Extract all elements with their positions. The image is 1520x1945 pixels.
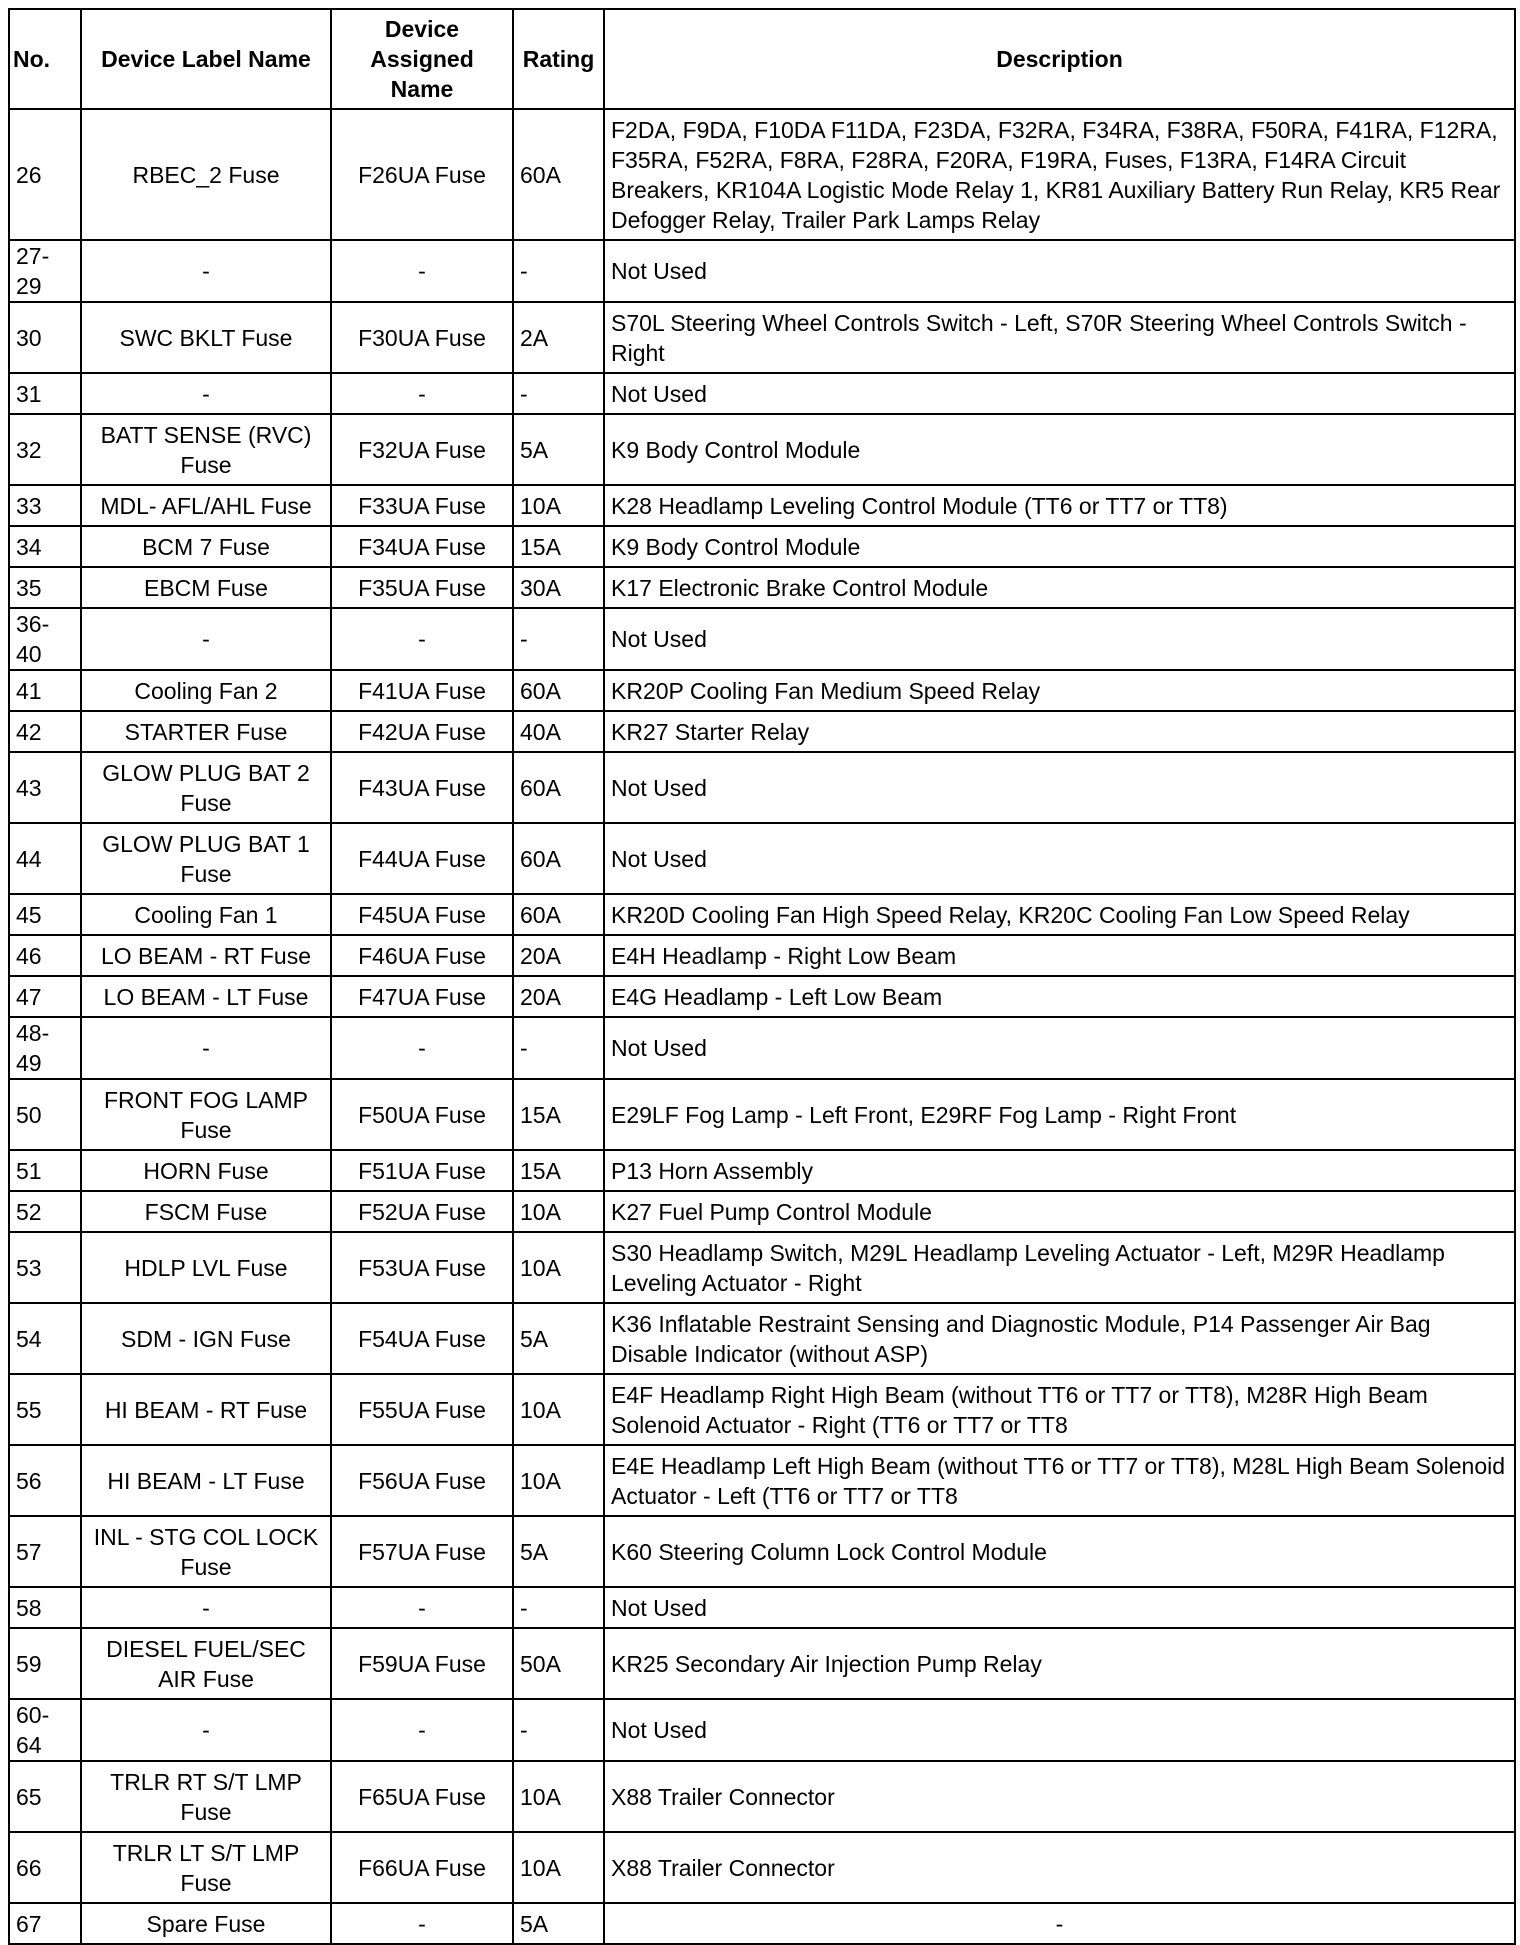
header-description: Description — [604, 9, 1515, 109]
cell-rating: 60A — [513, 109, 604, 240]
table-row — [9, 711, 1515, 752]
table-row — [9, 1232, 1515, 1303]
cell-no: 36-40 — [9, 608, 81, 670]
cell-no: 33 — [9, 485, 81, 526]
cell-device-label-name: FSCM Fuse — [81, 1191, 331, 1232]
cell-device-assigned-name: F35UA Fuse — [331, 567, 513, 608]
cell-rating: 20A — [513, 976, 604, 1017]
cell-device-label-name: HDLP LVL Fuse — [81, 1232, 331, 1303]
cell-description: E4E Headlamp Left High Beam (without TT6 or TT7 or TT8), M28L High Beam Solenoid Actuator - Left (TT6 or TT7 or TT8 — [604, 1445, 1515, 1516]
cell-no: 56 — [9, 1445, 81, 1516]
cell-description: E29LF Fog Lamp - Left Front, E29RF Fog Lamp - Right Front — [604, 1079, 1515, 1150]
cell-no: 67 — [9, 1903, 81, 1944]
cell-device-assigned-name: F26UA Fuse — [331, 109, 513, 240]
cell-rating: 5A — [513, 1303, 604, 1374]
cell-rating: 5A — [513, 414, 604, 485]
cell-no: 26 — [9, 109, 81, 240]
cell-no: 45 — [9, 894, 81, 935]
cell-device-assigned-name: - — [331, 608, 513, 670]
table-row — [9, 1445, 1515, 1516]
cell-no: 66 — [9, 1832, 81, 1903]
cell-rating: 10A — [513, 1232, 604, 1303]
cell-no: 34 — [9, 526, 81, 567]
cell-rating: 60A — [513, 752, 604, 823]
cell-device-label-name: Cooling Fan 2 — [81, 670, 331, 711]
cell-description: K60 Steering Column Lock Control Module — [604, 1516, 1515, 1587]
cell-description: P13 Horn Assembly — [604, 1150, 1515, 1191]
cell-no: 50 — [9, 1079, 81, 1150]
header-device-label-name: Device Label Name — [81, 9, 331, 109]
cell-no: 35 — [9, 567, 81, 608]
cell-rating: 15A — [513, 526, 604, 567]
table-row — [9, 485, 1515, 526]
table-row — [9, 976, 1515, 1017]
cell-no: 65 — [9, 1761, 81, 1832]
table-row — [9, 894, 1515, 935]
cell-no: 42 — [9, 711, 81, 752]
cell-rating: 10A — [513, 1832, 604, 1903]
table-row — [9, 1303, 1515, 1374]
cell-rating: 5A — [513, 1516, 604, 1587]
cell-rating: - — [513, 608, 604, 670]
cell-device-label-name: HI BEAM - RT Fuse — [81, 1374, 331, 1445]
cell-no: 46 — [9, 935, 81, 976]
cell-device-label-name: TRLR LT S/T LMP Fuse — [81, 1832, 331, 1903]
table-row — [9, 1374, 1515, 1445]
cell-rating: - — [513, 373, 604, 414]
table-row — [9, 373, 1515, 414]
cell-device-label-name: INL - STG COL LOCK Fuse — [81, 1516, 331, 1587]
header-rating: Rating — [513, 9, 604, 109]
cell-device-assigned-name: F42UA Fuse — [331, 711, 513, 752]
cell-device-assigned-name: F33UA Fuse — [331, 485, 513, 526]
table-header-row — [9, 9, 1515, 109]
cell-device-label-name: BCM 7 Fuse — [81, 526, 331, 567]
cell-device-assigned-name: F45UA Fuse — [331, 894, 513, 935]
cell-description: K9 Body Control Module — [604, 526, 1515, 567]
cell-device-label-name: - — [81, 1587, 331, 1628]
cell-rating: 60A — [513, 670, 604, 711]
cell-no: 51 — [9, 1150, 81, 1191]
cell-device-assigned-name: F50UA Fuse — [331, 1079, 513, 1150]
cell-description: S70L Steering Wheel Controls Switch - Left, S70R Steering Wheel Controls Switch - Right — [604, 302, 1515, 373]
cell-description: Not Used — [604, 240, 1515, 302]
cell-description: E4F Headlamp Right High Beam (without TT6 or TT7 or TT8), M28R High Beam Solenoid Actuator - Right (TT6 or TT7 or TT8 — [604, 1374, 1515, 1445]
cell-device-assigned-name: F65UA Fuse — [331, 1761, 513, 1832]
cell-rating: - — [513, 240, 604, 302]
cell-device-label-name: - — [81, 1699, 331, 1761]
cell-description: F2DA, F9DA, F10DA F11DA, F23DA, F32RA, F34RA, F38RA, F50RA, F41RA, F12RA, F35RA, F52RA, F8RA, F28RA, F20RA, F19RA, Fuses, F13RA, F14RA Circuit Breakers, KR104A Logistic Mode Relay 1, KR81 Auxiliary Battery Run Relay, KR5 Rear Defogger Relay, Trailer Park Lamps Relay — [604, 109, 1515, 240]
cell-description: Not Used — [604, 823, 1515, 894]
cell-description: KR20P Cooling Fan Medium Speed Relay — [604, 670, 1515, 711]
table-row — [9, 526, 1515, 567]
cell-device-label-name: LO BEAM - RT Fuse — [81, 935, 331, 976]
cell-rating: 15A — [513, 1150, 604, 1191]
cell-device-assigned-name: - — [331, 373, 513, 414]
cell-device-label-name: - — [81, 373, 331, 414]
cell-device-assigned-name: F59UA Fuse — [331, 1628, 513, 1699]
cell-device-assigned-name: F55UA Fuse — [331, 1374, 513, 1445]
cell-device-label-name: GLOW PLUG BAT 1 Fuse — [81, 823, 331, 894]
fuse-table-page — [8, 8, 1516, 1945]
table-row — [9, 1079, 1515, 1150]
cell-description: K27 Fuel Pump Control Module — [604, 1191, 1515, 1232]
cell-device-assigned-name: F32UA Fuse — [331, 414, 513, 485]
cell-device-label-name: SWC BKLT Fuse — [81, 302, 331, 373]
table-row — [9, 302, 1515, 373]
cell-device-assigned-name: - — [331, 1903, 513, 1944]
fuse-table — [8, 8, 1516, 1945]
header-device-assigned-name: Device Assigned Name — [331, 9, 513, 109]
cell-device-assigned-name: F47UA Fuse — [331, 976, 513, 1017]
cell-no: 54 — [9, 1303, 81, 1374]
cell-rating: 60A — [513, 823, 604, 894]
cell-description: Not Used — [604, 608, 1515, 670]
table-row — [9, 1587, 1515, 1628]
cell-description: KR27 Starter Relay — [604, 711, 1515, 752]
cell-no: 47 — [9, 976, 81, 1017]
cell-no: 58 — [9, 1587, 81, 1628]
cell-device-assigned-name: F30UA Fuse — [331, 302, 513, 373]
table-row — [9, 1516, 1515, 1587]
table-row — [9, 240, 1515, 302]
cell-rating: 60A — [513, 894, 604, 935]
cell-device-label-name: BATT SENSE (RVC) Fuse — [81, 414, 331, 485]
cell-device-label-name: MDL- AFL/AHL Fuse — [81, 485, 331, 526]
cell-device-assigned-name: F51UA Fuse — [331, 1150, 513, 1191]
cell-description: Not Used — [604, 1587, 1515, 1628]
table-body — [9, 109, 1515, 1944]
table-row — [9, 1191, 1515, 1232]
cell-description: E4G Headlamp - Left Low Beam — [604, 976, 1515, 1017]
cell-description: KR20D Cooling Fan High Speed Relay, KR20C Cooling Fan Low Speed Relay — [604, 894, 1515, 935]
table-row — [9, 414, 1515, 485]
cell-device-assigned-name: F52UA Fuse — [331, 1191, 513, 1232]
cell-rating: 20A — [513, 935, 604, 976]
cell-description: S30 Headlamp Switch, M29L Headlamp Leveling Actuator - Left, M29R Headlamp Leveling Actuator - Right — [604, 1232, 1515, 1303]
cell-device-label-name: Spare Fuse — [81, 1903, 331, 1944]
cell-description: X88 Trailer Connector — [604, 1832, 1515, 1903]
cell-no: 48-49 — [9, 1017, 81, 1079]
cell-no: 44 — [9, 823, 81, 894]
cell-device-label-name: SDM - IGN Fuse — [81, 1303, 331, 1374]
cell-device-label-name: DIESEL FUEL/SEC AIR Fuse — [81, 1628, 331, 1699]
table-row — [9, 1903, 1515, 1944]
table-row — [9, 1832, 1515, 1903]
cell-device-label-name: FRONT FOG LAMP Fuse — [81, 1079, 331, 1150]
cell-no: 59 — [9, 1628, 81, 1699]
cell-rating: 10A — [513, 1374, 604, 1445]
cell-device-assigned-name: F66UA Fuse — [331, 1832, 513, 1903]
cell-no: 43 — [9, 752, 81, 823]
cell-rating: - — [513, 1017, 604, 1079]
header-no: No. — [9, 9, 81, 109]
table-row — [9, 1150, 1515, 1191]
cell-device-label-name: HI BEAM - LT Fuse — [81, 1445, 331, 1516]
table-row — [9, 1628, 1515, 1699]
table-row — [9, 567, 1515, 608]
table-row — [9, 1699, 1515, 1761]
cell-device-label-name: GLOW PLUG BAT 2 Fuse — [81, 752, 331, 823]
cell-no: 57 — [9, 1516, 81, 1587]
table-row — [9, 608, 1515, 670]
cell-no: 41 — [9, 670, 81, 711]
cell-description: Not Used — [604, 1017, 1515, 1079]
cell-device-label-name: - — [81, 240, 331, 302]
cell-no: 60-64 — [9, 1699, 81, 1761]
cell-device-assigned-name: F54UA Fuse — [331, 1303, 513, 1374]
cell-no: 31 — [9, 373, 81, 414]
cell-device-assigned-name: F41UA Fuse — [331, 670, 513, 711]
table-row — [9, 1017, 1515, 1079]
cell-device-assigned-name: - — [331, 1587, 513, 1628]
cell-description: Not Used — [604, 752, 1515, 823]
cell-device-label-name: EBCM Fuse — [81, 567, 331, 608]
cell-device-assigned-name: F53UA Fuse — [331, 1232, 513, 1303]
table-row — [9, 935, 1515, 976]
cell-device-label-name: RBEC_2 Fuse — [81, 109, 331, 240]
table-row — [9, 752, 1515, 823]
cell-rating: 5A — [513, 1903, 604, 1944]
cell-device-assigned-name: F57UA Fuse — [331, 1516, 513, 1587]
cell-device-label-name: Cooling Fan 1 — [81, 894, 331, 935]
cell-description: E4H Headlamp - Right Low Beam — [604, 935, 1515, 976]
table-row — [9, 1761, 1515, 1832]
cell-description: K9 Body Control Module — [604, 414, 1515, 485]
cell-device-label-name: STARTER Fuse — [81, 711, 331, 752]
cell-rating: 10A — [513, 1761, 604, 1832]
cell-description: KR25 Secondary Air Injection Pump Relay — [604, 1628, 1515, 1699]
cell-device-label-name: - — [81, 608, 331, 670]
cell-rating: 40A — [513, 711, 604, 752]
cell-description: K17 Electronic Brake Control Module — [604, 567, 1515, 608]
cell-device-assigned-name: F34UA Fuse — [331, 526, 513, 567]
cell-description: - — [604, 1903, 1515, 1944]
cell-no: 30 — [9, 302, 81, 373]
cell-device-label-name: LO BEAM - LT Fuse — [81, 976, 331, 1017]
cell-rating: - — [513, 1699, 604, 1761]
cell-no: 32 — [9, 414, 81, 485]
table-row — [9, 670, 1515, 711]
cell-rating: 10A — [513, 1191, 604, 1232]
cell-rating: 10A — [513, 485, 604, 526]
cell-device-label-name: HORN Fuse — [81, 1150, 331, 1191]
cell-description: K36 Inflatable Restraint Sensing and Diagnostic Module, P14 Passenger Air Bag Disable Indicator (without ASP) — [604, 1303, 1515, 1374]
cell-no: 55 — [9, 1374, 81, 1445]
cell-rating: 50A — [513, 1628, 604, 1699]
cell-device-assigned-name: - — [331, 1017, 513, 1079]
cell-description: Not Used — [604, 1699, 1515, 1761]
cell-rating: - — [513, 1587, 604, 1628]
table-row — [9, 823, 1515, 894]
cell-rating: 10A — [513, 1445, 604, 1516]
cell-device-label-name: - — [81, 1017, 331, 1079]
cell-device-assigned-name: F44UA Fuse — [331, 823, 513, 894]
cell-rating: 30A — [513, 567, 604, 608]
cell-description: X88 Trailer Connector — [604, 1761, 1515, 1832]
cell-description: K28 Headlamp Leveling Control Module (TT6 or TT7 or TT8) — [604, 485, 1515, 526]
table-row — [9, 109, 1515, 240]
cell-device-assigned-name: F43UA Fuse — [331, 752, 513, 823]
cell-description: Not Used — [604, 373, 1515, 414]
cell-no: 27-29 — [9, 240, 81, 302]
cell-device-label-name: TRLR RT S/T LMP Fuse — [81, 1761, 331, 1832]
cell-device-assigned-name: F46UA Fuse — [331, 935, 513, 976]
cell-no: 52 — [9, 1191, 81, 1232]
cell-device-assigned-name: F56UA Fuse — [331, 1445, 513, 1516]
cell-no: 53 — [9, 1232, 81, 1303]
cell-device-assigned-name: - — [331, 1699, 513, 1761]
cell-rating: 2A — [513, 302, 604, 373]
cell-rating: 15A — [513, 1079, 604, 1150]
cell-device-assigned-name: - — [331, 240, 513, 302]
